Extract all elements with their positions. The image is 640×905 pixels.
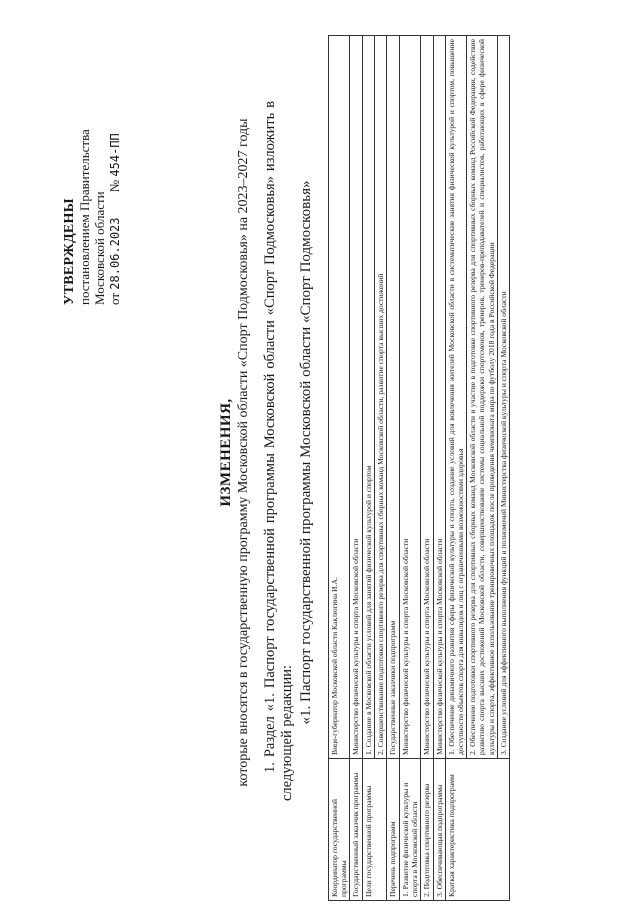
subprogram-customer: Министерство физической культуры и спорта Московской области	[433, 36, 445, 759]
table-row	[387, 36, 400, 901]
subprogram-customer: Министерство физической культуры и спорта Московской области	[421, 36, 433, 759]
date-prefix: от	[107, 292, 122, 305]
goal-item: 2. Совершенствование подготовки спортивного резерва для спортивных сборных команд Московской области, развитие спорта высших достижений	[374, 36, 386, 759]
document-title: ИЗМЕНЕНИЯ,	[218, 398, 234, 507]
table-row	[421, 36, 433, 901]
coordinator-label: Координатор государственной программы	[329, 759, 350, 901]
subprogram-name: 1. Развитие физической культуры и спорта в Московской области	[400, 759, 421, 901]
approval-number: 454-ПП	[108, 133, 122, 177]
intro-paragraph: 1. Раздел «1. Паспорт государственной программы Московской области «Спорт Подмосковья» изложить в следующей редакции:	[262, 101, 295, 801]
goal-item: 1. Создание в Московской области условий для занятий физической культурой и спортом	[362, 36, 374, 759]
approval-line-2: Московской области	[92, 191, 107, 305]
table-row	[433, 36, 445, 901]
characteristics-label: Краткая характеристика подпрограмм	[445, 759, 509, 901]
customer-label: Государственный заказчик программы	[350, 759, 362, 901]
approval-date: 28.06.2023	[108, 217, 122, 290]
characteristic-item: 3. Создание условий для эффективного выполнения функций и полномочий Министерства физической культуры и спорта Московской области	[497, 36, 509, 759]
table-row	[329, 36, 350, 901]
subprogram-customer: Министерство физической культуры и спорта Московской области	[400, 36, 421, 759]
subprogram-name: 2. Подготовка спортивного резерва	[421, 759, 433, 901]
approval-line-1: постановлением Правительства	[77, 129, 92, 305]
characteristic-item: 2. Обеспечение подготовки спортивного резерва для спортивных сборных команд Московской области и участие в подготовке спортивного резерва для спортивных сборных команд Российской Федерации, содействие развитию спорта высших достижений Московской области, совершенствование системы социальной поддержки спортсменов, тренеров, тренеров-преподавателей и специалистов, работающих в сфере физической культуры и спорта, эффективное использование тренировочных площадок после проведения чемпионата мира по футболу 2018 года в Российской Федерации	[467, 36, 498, 759]
characteristic-item: 1. Обеспечение динамичного развития сферы физической культуры и спорта, создание условий для вовлечения жителей Московской области в систематические занятия физической культурой и спортом, повышение доступности объектов спорта для инвалидов и лиц с ограниченными возможностями здоровья	[445, 36, 466, 759]
approval-title: УТВЕРЖДЕНЫ	[62, 198, 77, 305]
passport-table	[328, 35, 510, 901]
passport-title: «1. Паспорт государственной программы Московской области «Спорт Подмосковья»	[298, 180, 314, 725]
subprograms-label: Перечень подпрограмм	[387, 759, 400, 901]
table-row	[350, 36, 362, 901]
customer-value: Министерство физической культуры и спорта Московской области	[350, 36, 362, 759]
coordinator-value: Вице-губернатор Московской области Каклюгина И.А.	[329, 36, 350, 759]
approval-date-line	[107, 5, 123, 305]
table-row	[445, 36, 466, 901]
table-row	[362, 36, 374, 901]
number-prefix: №	[107, 179, 122, 193]
document-subtitle: которые вносятся в государственную программу Московской области «Спорт Подмосковья» на 2023–2027 годы	[236, 118, 251, 787]
approval-stamp	[62, 5, 123, 305]
subprograms-header: Государственные заказчики подпрограмм	[387, 36, 400, 759]
goals-label: Цели государственной программы	[362, 759, 386, 901]
subprogram-name: 3. Обеспечивающая подпрограмма	[433, 759, 445, 901]
table-row	[400, 36, 421, 901]
